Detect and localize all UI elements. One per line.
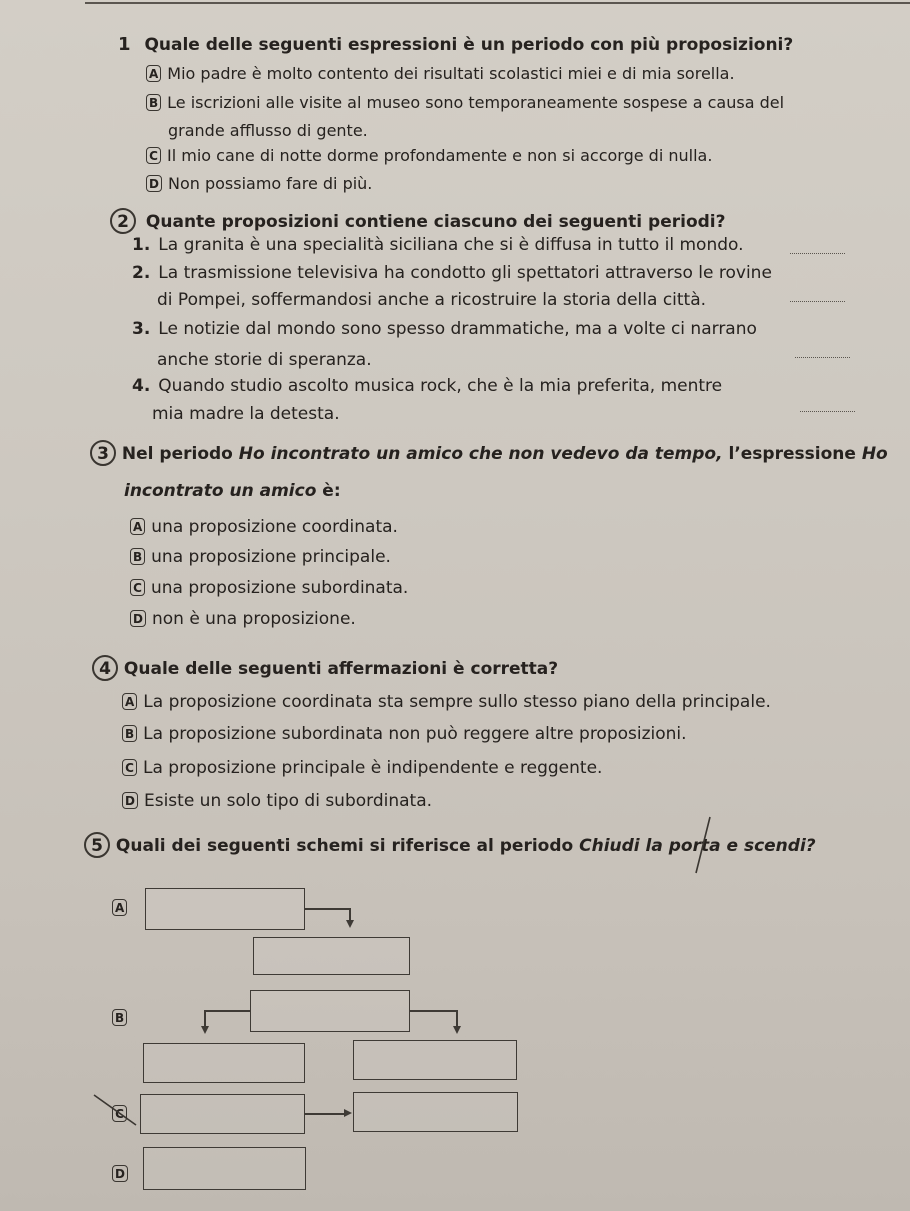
option-text: una proposizione coordinata. <box>151 517 398 537</box>
question-3 <box>90 440 888 466</box>
q4-option-a[interactable] <box>122 692 771 712</box>
arrow-down-icon <box>201 1026 209 1034</box>
item-text: Quando studio ascolto musica rock, che è la mia preferita, mentre <box>158 376 723 396</box>
item-number: 2. <box>132 263 151 283</box>
option-text-cont: grande afflusso di gente. <box>168 121 368 140</box>
scheme-b-box-left <box>143 1043 305 1083</box>
question-text: Quale delle seguenti affermazioni è corretta? <box>123 659 559 679</box>
answer-blank-1[interactable] <box>790 252 845 254</box>
question-text: Quante proposizioni contiene ciascuno dei seguenti periodi? <box>145 212 726 232</box>
q3-option-d[interactable] <box>130 609 356 629</box>
answer-blank-3[interactable] <box>795 356 850 358</box>
option-text: Non possiamo fare di più. <box>167 174 373 193</box>
option-text: Mio padre è molto contento dei risultati scolastici miei e di mia sorella. <box>167 64 735 83</box>
question-number: 1 <box>118 34 131 55</box>
option-text: una proposizione subordinata. <box>151 578 409 598</box>
q2-item-3 <box>132 319 757 339</box>
option-letter: D <box>122 792 138 809</box>
item-text-cont: di Pompei, soffermandosi anche a ricostruire la storia della città. <box>157 290 707 310</box>
q2-item-1 <box>132 235 744 255</box>
answer-blank-2[interactable] <box>790 300 845 302</box>
scheme-c-box-2 <box>353 1092 518 1132</box>
q2-item-2-cont <box>157 290 706 310</box>
q1-option-d[interactable] <box>146 174 372 193</box>
arrow-right-icon <box>344 1109 352 1117</box>
item-text: Le notizie dal mondo sono spesso drammatiche, ma a volte ci narrano <box>158 319 757 339</box>
scheme-a-box-1 <box>145 888 305 930</box>
question-1 <box>118 34 793 55</box>
question-prefix: Nel periodo <box>121 444 239 464</box>
scheme-a[interactable] <box>112 898 133 917</box>
question-expr-b: incontrato un amico <box>124 481 317 501</box>
q2-item-4 <box>132 376 722 396</box>
option-letter: D <box>146 175 162 192</box>
item-text: La trasmissione televisiva ha condotto gli spettatori attraverso le rovine <box>158 263 772 283</box>
q1-option-b[interactable] <box>146 93 784 112</box>
scheme-a-box-2 <box>253 937 410 975</box>
question-prefix: Quali dei seguenti schemi si riferisce al periodo <box>115 836 580 856</box>
question-sentence: Ho incontrato un amico che non vedevo da tempo, <box>238 444 723 464</box>
q2-item-4-cont <box>152 404 340 424</box>
item-number: 4. <box>132 376 151 396</box>
connector <box>204 1010 250 1012</box>
question-number: 4 <box>92 655 118 681</box>
option-text: una proposizione principale. <box>151 547 391 567</box>
q3-option-a[interactable] <box>130 517 398 537</box>
q2-item-2 <box>132 263 772 283</box>
question-number: 2 <box>110 208 136 234</box>
option-letter: B <box>146 94 161 111</box>
q1-option-c[interactable] <box>146 146 712 165</box>
scheme-letter: B <box>112 1009 127 1026</box>
option-text: Il mio cane di notte dorme profondamente e non si accorge di nulla. <box>167 146 713 165</box>
connector <box>410 1010 457 1012</box>
question-3-cont <box>124 481 341 501</box>
question-4 <box>92 655 558 681</box>
q1-option-b-cont <box>168 121 368 140</box>
option-text: non è una proposizione. <box>151 609 356 629</box>
q3-option-b[interactable] <box>130 547 391 567</box>
option-letter: A <box>122 693 137 710</box>
q1-option-a[interactable] <box>146 64 735 83</box>
question-mid: l’espressione <box>722 444 862 464</box>
option-letter: C <box>130 579 145 596</box>
question-expr-a: Ho <box>861 444 888 464</box>
question-sentence: Chiudi la porta e scendi? <box>579 836 816 856</box>
option-letter: D <box>130 610 146 627</box>
item-text: La granita è una specialità siciliana che si è diffusa in tutto il mondo. <box>158 235 744 255</box>
item-number: 1. <box>132 235 151 255</box>
arrow-down-icon <box>453 1026 461 1034</box>
scheme-d[interactable] <box>112 1164 134 1183</box>
option-letter: A <box>130 518 145 535</box>
connector <box>305 1113 345 1115</box>
q3-option-c[interactable] <box>130 578 408 598</box>
question-text: Quale delle seguenti espressioni è un periodo con più proposizioni? <box>144 35 794 55</box>
option-text: La proposizione subordinata non può reggere altre proposizioni. <box>143 724 687 744</box>
connector <box>305 908 350 910</box>
q2-item-3-cont <box>157 350 372 370</box>
arrow-down-icon <box>346 920 354 928</box>
question-number: 3 <box>90 440 116 466</box>
option-text: Esiste un solo tipo di subordinata. <box>143 791 433 811</box>
item-text-cont: anche storie di speranza. <box>157 350 372 370</box>
option-letter: C <box>122 759 137 776</box>
option-text: Le iscrizioni alle visite al museo sono temporaneamente sospese a causa del <box>167 93 785 112</box>
question-2 <box>110 208 725 234</box>
cross-mark-icon <box>92 1093 140 1129</box>
answer-blank-4[interactable] <box>800 410 855 412</box>
question-number: 5 <box>84 832 110 858</box>
scheme-b[interactable] <box>112 1008 133 1027</box>
scheme-letter: A <box>112 899 127 916</box>
item-text-cont: mia madre la detesta. <box>152 404 340 424</box>
option-letter: B <box>122 725 137 742</box>
option-text: La proposizione coordinata sta sempre sullo stesso piano della principale. <box>143 692 771 712</box>
q4-option-d[interactable] <box>122 791 432 811</box>
scheme-c-box-1 <box>140 1094 305 1134</box>
scheme-letter: D <box>112 1165 128 1182</box>
option-letter: C <box>146 147 161 164</box>
q4-option-c[interactable] <box>122 758 602 778</box>
scheme-d-box <box>143 1147 306 1190</box>
pen-mark-icon <box>690 815 720 877</box>
scheme-b-box-right <box>353 1040 517 1080</box>
q4-option-b[interactable] <box>122 724 687 744</box>
option-text: La proposizione principale è indipendente e reggente. <box>143 758 603 778</box>
top-rule <box>85 2 910 4</box>
scheme-b-box-top <box>250 990 410 1032</box>
option-letter: B <box>130 548 145 565</box>
option-letter: A <box>146 65 161 82</box>
scheme-letter: C <box>112 1105 127 1122</box>
question-suffix: è: <box>316 481 341 501</box>
item-number: 3. <box>132 319 151 339</box>
